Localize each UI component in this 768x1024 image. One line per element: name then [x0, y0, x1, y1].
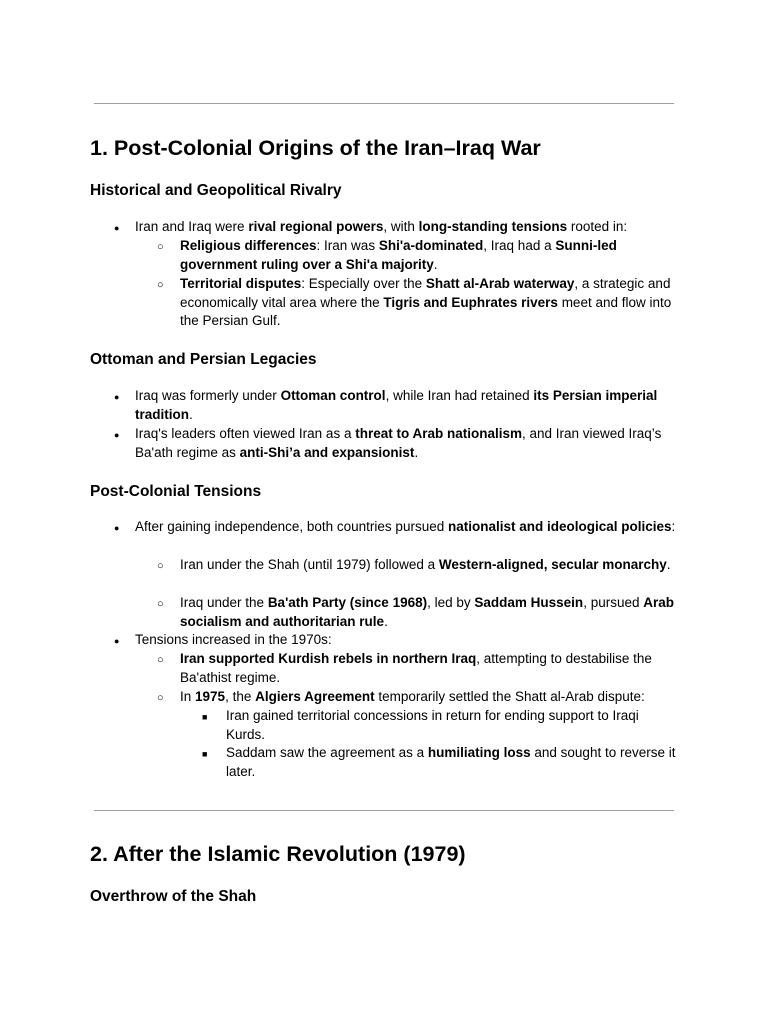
- list-item: [180, 556, 680, 575]
- text-run: rooted in:: [567, 219, 628, 234]
- bold-text-run: Shatt al-Arab waterway: [425, 276, 575, 291]
- list-item: [180, 650, 680, 687]
- bold-text-run: threat to Arab nationalism: [355, 426, 522, 441]
- bold-text-run: Saddam Hussein: [474, 595, 584, 610]
- bold-text-run: long-standing tensions: [418, 219, 568, 234]
- text-run: , a strategic and economically vital area where the: [180, 276, 671, 310]
- bold-text-run: Western-aligned, secular monarchy: [438, 557, 667, 572]
- bold-text-run: humiliating loss: [427, 745, 531, 760]
- list-item: [135, 218, 680, 237]
- bold-text-run: nationalist and ideological policies: [447, 519, 672, 534]
- bold-text-run: Territorial disputes: [180, 276, 302, 291]
- text-run: , the: [225, 689, 256, 704]
- bold-text-run: Sunni-led government ruling over a Shi'a majority: [180, 238, 617, 272]
- text-run: In: [180, 689, 196, 704]
- list-item: [180, 275, 680, 331]
- bold-text-run: Religious differences: [180, 238, 317, 253]
- section-2-title: 2. After the Islamic Revolution (1979): [90, 842, 466, 866]
- text-run: : Iran was: [316, 238, 379, 253]
- list-item: [135, 631, 680, 650]
- section-1-title: 1. Post-Colonial Origins of the Iran–Iraq War: [90, 136, 541, 160]
- bullet-circle-icon: [157, 556, 164, 576]
- bullet-disc-icon: [114, 218, 119, 238]
- heading-historical-rivalry: Historical and Geopolitical Rivalry: [90, 182, 342, 199]
- list-item: [135, 518, 680, 537]
- bold-text-run: 1975: [195, 689, 226, 704]
- text-run: temporarily settled the Shatt al-Arab dispute:: [374, 689, 645, 704]
- bold-text-run: Tigris and Euphrates rivers: [383, 294, 558, 310]
- list-item: [180, 688, 680, 707]
- text-run: .: [433, 256, 438, 272]
- text-run: .: [414, 444, 419, 460]
- text-run: , with: [383, 219, 419, 234]
- bold-text-run: Ba'ath Party (since 1968): [267, 595, 428, 610]
- bold-text-run: anti-Shi’a and expansionist: [239, 444, 415, 460]
- list-item: [226, 744, 681, 781]
- bullet-disc-icon: [114, 425, 119, 445]
- text-run: Iran and Iraq were: [135, 219, 249, 234]
- text-run: .: [384, 613, 388, 629]
- bold-text-run: Ottoman control: [280, 388, 386, 403]
- text-run: Iraq's leaders often viewed Iran as a: [135, 426, 356, 441]
- text-run: , pursued: [583, 595, 644, 610]
- text-run: Saddam saw the agreement as a: [226, 745, 428, 760]
- text-run: , led by: [427, 595, 475, 610]
- text-run: and sought to reverse it later.: [226, 745, 676, 779]
- list-item: [226, 707, 681, 744]
- heading-overthrow-shah: Overthrow of the Shah: [90, 888, 257, 905]
- text-run: , attempting to destabilise the Ba'athist regime.: [180, 651, 652, 685]
- bullet-circle-icon: [157, 275, 164, 295]
- bullet-square-icon: [202, 744, 207, 764]
- bullet-square-icon: [202, 707, 207, 727]
- text-run: After gaining independence, both countries pursued: [135, 519, 448, 534]
- text-run: : Especially over the: [301, 276, 426, 291]
- bold-text-run: rival regional powers: [248, 219, 384, 234]
- bullet-circle-icon: [157, 237, 164, 257]
- text-run: , and Iran viewed Iraq’s Ba'ath regime as: [135, 426, 662, 460]
- text-run: meet and flow into the Persian Gulf.: [180, 294, 672, 329]
- list-item: [135, 425, 680, 462]
- text-run: Iran gained territorial concessions in return for ending support to Iraqi Kurds.: [226, 708, 639, 742]
- bullet-disc-icon: [114, 518, 119, 538]
- text-run: :: [671, 519, 676, 534]
- text-run: Iraq was formerly under: [135, 388, 281, 403]
- text-run: , while Iran had retained: [385, 388, 534, 403]
- bullet-circle-icon: [157, 650, 164, 670]
- horizontal-divider: [94, 103, 674, 104]
- bold-text-run: Iran supported Kurdish rebels in northern Iraq: [180, 651, 477, 666]
- text-run: .: [666, 557, 671, 572]
- text-run: Iraq under the: [180, 595, 268, 610]
- bullet-disc-icon: [114, 387, 119, 407]
- list-item: [180, 594, 680, 631]
- text-run: Tensions increased in the 1970s:: [135, 632, 332, 647]
- bold-text-run: Arab socialism and authoritarian rule: [180, 595, 674, 629]
- text-run: , Iraq had a: [483, 238, 556, 253]
- text-run: Iran under the Shah (until 1979) followed a: [180, 557, 439, 572]
- text-run: .: [189, 406, 193, 422]
- list-item: [180, 237, 680, 274]
- heading-post-colonial-tensions: Post-Colonial Tensions: [90, 483, 262, 500]
- bold-text-run: Algiers Agreement: [255, 689, 375, 704]
- bold-text-run: Shi'a-dominated: [378, 238, 484, 253]
- bullet-circle-icon: [157, 594, 164, 614]
- heading-ottoman-persian: Ottoman and Persian Legacies: [90, 351, 317, 368]
- bullet-circle-icon: [157, 688, 164, 708]
- list-item: [135, 387, 680, 424]
- horizontal-divider: [94, 810, 674, 811]
- bold-text-run: its Persian imperial tradition: [135, 388, 658, 422]
- bullet-disc-icon: [114, 631, 119, 651]
